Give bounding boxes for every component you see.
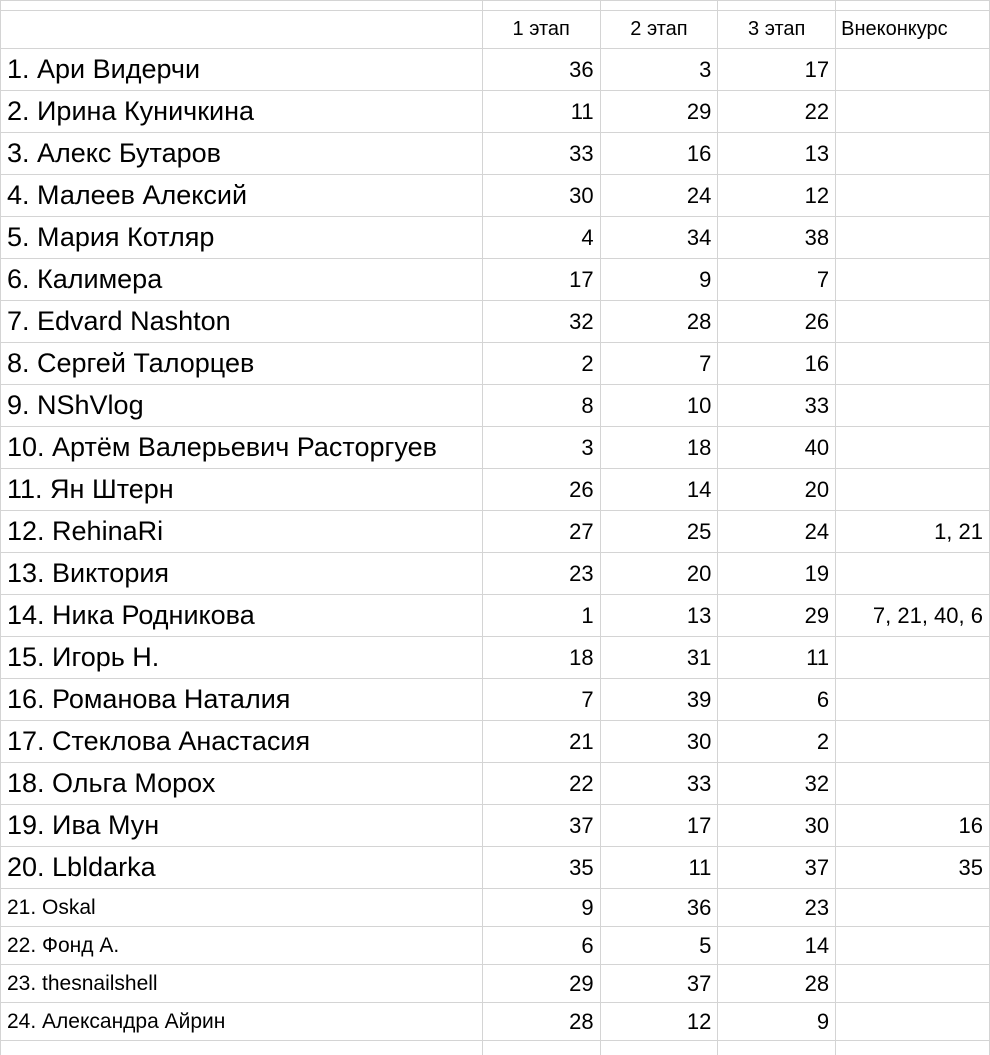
cell[interactable] bbox=[482, 1041, 600, 1055]
table-row bbox=[1, 763, 990, 805]
participant-name-cell[interactable]: 24. Александра Айрин bbox=[1, 1003, 483, 1041]
extra-cell[interactable]: 1, 21 bbox=[836, 511, 990, 553]
participant-name-cell[interactable]: 1. Ари Видерчи bbox=[1, 49, 483, 91]
extra-cell[interactable]: 16 bbox=[836, 805, 990, 847]
table-row bbox=[1, 91, 990, 133]
stage-3-score-cell[interactable]: 17 bbox=[718, 49, 836, 91]
stage-2-score-cell[interactable]: 18 bbox=[600, 427, 718, 469]
table-row bbox=[1, 469, 990, 511]
stage-1-score-cell[interactable]: 33 bbox=[482, 133, 600, 175]
participant-name-cell[interactable]: 5. Мария Котляр bbox=[1, 217, 483, 259]
stage-1-score-cell[interactable]: 8 bbox=[482, 385, 600, 427]
participant-name-cell[interactable]: 17. Стеклова Анастасия bbox=[1, 721, 483, 763]
table-row bbox=[1, 217, 990, 259]
stage-2-score-cell[interactable]: 20 bbox=[600, 553, 718, 595]
stage-3-score-cell[interactable]: 22 bbox=[718, 91, 836, 133]
stage-3-score-cell[interactable]: 32 bbox=[718, 763, 836, 805]
stage-2-score-cell[interactable]: 37 bbox=[600, 965, 718, 1003]
stage-1-score-cell[interactable]: 30 bbox=[482, 175, 600, 217]
participant-name-cell[interactable]: 3. Алекс Бутаров bbox=[1, 133, 483, 175]
participant-name-cell[interactable]: 2. Ирина Куничкина bbox=[1, 91, 483, 133]
stage-2-score-cell[interactable]: 30 bbox=[600, 721, 718, 763]
cell[interactable] bbox=[1, 1041, 483, 1055]
table-row bbox=[1, 889, 990, 927]
cell[interactable] bbox=[600, 1, 718, 11]
extra-cell[interactable] bbox=[836, 553, 990, 595]
participant-name-cell[interactable]: 21. Oskal bbox=[1, 889, 483, 927]
extra-cell[interactable] bbox=[836, 427, 990, 469]
stage-2-score-cell[interactable]: 34 bbox=[600, 217, 718, 259]
stage-3-score-cell[interactable]: 6 bbox=[718, 679, 836, 721]
table-row bbox=[1, 343, 990, 385]
stage-1-score-cell[interactable]: 6 bbox=[482, 927, 600, 965]
stage-1-score-cell[interactable]: 35 bbox=[482, 847, 600, 889]
stage-2-score-cell[interactable]: 9 bbox=[600, 259, 718, 301]
header-cell-blank[interactable] bbox=[1, 11, 483, 49]
table-row bbox=[1, 847, 990, 889]
extra-cell[interactable] bbox=[836, 175, 990, 217]
stage-2-score-cell[interactable]: 29 bbox=[600, 91, 718, 133]
stage-1-score-cell[interactable]: 37 bbox=[482, 805, 600, 847]
extra-cell[interactable] bbox=[836, 679, 990, 721]
participant-name-cell[interactable]: 23. thesnailshell bbox=[1, 965, 483, 1003]
table-row bbox=[1, 965, 990, 1003]
stage-1-score-cell[interactable]: 32 bbox=[482, 301, 600, 343]
stage-1-score-cell[interactable]: 4 bbox=[482, 217, 600, 259]
stage-2-score-cell[interactable]: 3 bbox=[600, 49, 718, 91]
table-row bbox=[1, 553, 990, 595]
table-row bbox=[1, 133, 990, 175]
participant-name-cell[interactable]: 4. Малеев Алексий bbox=[1, 175, 483, 217]
extra-cell[interactable] bbox=[836, 469, 990, 511]
participant-name-cell[interactable]: 9. NShVlog bbox=[1, 385, 483, 427]
cell[interactable] bbox=[1, 1, 483, 11]
participant-name-cell[interactable]: 11. Ян Штерн bbox=[1, 469, 483, 511]
stage-2-score-cell[interactable]: 5 bbox=[600, 927, 718, 965]
participant-name-cell[interactable]: 16. Романова Наталия bbox=[1, 679, 483, 721]
cell[interactable] bbox=[600, 1041, 718, 1055]
stage-3-score-cell[interactable]: 19 bbox=[718, 553, 836, 595]
table-row bbox=[1, 49, 990, 91]
participant-name-cell[interactable]: 20. Lbldarka bbox=[1, 847, 483, 889]
cell[interactable] bbox=[836, 1, 990, 11]
cell[interactable] bbox=[718, 1, 836, 11]
extra-cell[interactable] bbox=[836, 343, 990, 385]
table-row bbox=[1, 595, 990, 637]
participant-name-cell[interactable]: 13. Виктория bbox=[1, 553, 483, 595]
stage-1-score-cell[interactable]: 2 bbox=[482, 343, 600, 385]
extra-cell[interactable] bbox=[836, 91, 990, 133]
partial-row-bottom bbox=[1, 1041, 990, 1055]
stage-1-score-cell[interactable]: 23 bbox=[482, 553, 600, 595]
extra-cell[interactable] bbox=[836, 301, 990, 343]
table-row bbox=[1, 175, 990, 217]
stage-3-score-cell[interactable]: 2 bbox=[718, 721, 836, 763]
extra-cell[interactable] bbox=[836, 965, 990, 1003]
stage-3-score-cell[interactable]: 29 bbox=[718, 595, 836, 637]
stage-1-score-cell[interactable]: 17 bbox=[482, 259, 600, 301]
stage-1-score-cell[interactable]: 29 bbox=[482, 965, 600, 1003]
participant-name-cell[interactable]: 15. Игорь Н. bbox=[1, 637, 483, 679]
stage-1-score-cell[interactable]: 1 bbox=[482, 595, 600, 637]
participant-name-cell[interactable]: 14. Ника Родникова bbox=[1, 595, 483, 637]
participant-name-cell[interactable]: 18. Ольга Морох bbox=[1, 763, 483, 805]
header-cell-stage-2[interactable]: 2 этап bbox=[600, 11, 718, 49]
stage-3-score-cell[interactable]: 11 bbox=[718, 637, 836, 679]
stage-3-score-cell[interactable]: 33 bbox=[718, 385, 836, 427]
extra-cell[interactable] bbox=[836, 259, 990, 301]
stage-3-score-cell[interactable]: 12 bbox=[718, 175, 836, 217]
stage-1-score-cell[interactable]: 7 bbox=[482, 679, 600, 721]
stage-3-score-cell[interactable]: 13 bbox=[718, 133, 836, 175]
participant-name-cell[interactable]: 7. Edvard Nashton bbox=[1, 301, 483, 343]
stage-3-score-cell[interactable]: 28 bbox=[718, 965, 836, 1003]
table-row bbox=[1, 679, 990, 721]
extra-cell[interactable] bbox=[836, 637, 990, 679]
stage-3-score-cell[interactable]: 40 bbox=[718, 427, 836, 469]
stage-1-score-cell[interactable]: 26 bbox=[482, 469, 600, 511]
cell[interactable] bbox=[836, 1041, 990, 1055]
stage-1-score-cell[interactable]: 11 bbox=[482, 91, 600, 133]
stage-3-score-cell[interactable]: 24 bbox=[718, 511, 836, 553]
table-row bbox=[1, 385, 990, 427]
stage-3-score-cell[interactable]: 26 bbox=[718, 301, 836, 343]
stage-1-score-cell[interactable]: 21 bbox=[482, 721, 600, 763]
partial-row-top bbox=[1, 1, 990, 11]
stage-2-score-cell[interactable]: 13 bbox=[600, 595, 718, 637]
extra-cell[interactable]: 7, 21, 40, 6 bbox=[836, 595, 990, 637]
table-row bbox=[1, 427, 990, 469]
stage-2-score-cell[interactable]: 16 bbox=[600, 133, 718, 175]
participant-name-cell[interactable]: 22. Фонд А. bbox=[1, 927, 483, 965]
extra-cell[interactable]: 35 bbox=[836, 847, 990, 889]
extra-cell[interactable] bbox=[836, 133, 990, 175]
extra-cell[interactable] bbox=[836, 763, 990, 805]
participant-name-cell[interactable]: 19. Ива Мун bbox=[1, 805, 483, 847]
header-cell-stage-1[interactable]: 1 этап bbox=[482, 11, 600, 49]
participant-name-cell[interactable]: 6. Калимера bbox=[1, 259, 483, 301]
stage-2-score-cell[interactable]: 10 bbox=[600, 385, 718, 427]
stage-2-score-cell[interactable]: 25 bbox=[600, 511, 718, 553]
extra-cell[interactable] bbox=[836, 889, 990, 927]
stage-2-score-cell[interactable]: 31 bbox=[600, 637, 718, 679]
stage-2-score-cell[interactable]: 39 bbox=[600, 679, 718, 721]
table-row bbox=[1, 259, 990, 301]
stage-3-score-cell[interactable]: 16 bbox=[718, 343, 836, 385]
stage-3-score-cell[interactable]: 14 bbox=[718, 927, 836, 965]
stage-3-score-cell[interactable]: 7 bbox=[718, 259, 836, 301]
table-row bbox=[1, 1003, 990, 1041]
table-row bbox=[1, 301, 990, 343]
stage-2-score-cell[interactable]: 11 bbox=[600, 847, 718, 889]
header-cell-stage-3[interactable]: 3 этап bbox=[718, 11, 836, 49]
stage-1-score-cell[interactable]: 27 bbox=[482, 511, 600, 553]
stage-2-score-cell[interactable]: 28 bbox=[600, 301, 718, 343]
stage-3-score-cell[interactable]: 9 bbox=[718, 1003, 836, 1041]
stage-2-score-cell[interactable]: 12 bbox=[600, 1003, 718, 1041]
table-row bbox=[1, 511, 990, 553]
table-row bbox=[1, 721, 990, 763]
table-row bbox=[1, 927, 990, 965]
stage-2-score-cell[interactable]: 14 bbox=[600, 469, 718, 511]
extra-cell[interactable] bbox=[836, 385, 990, 427]
stage-2-score-cell[interactable]: 17 bbox=[600, 805, 718, 847]
stage-1-score-cell[interactable]: 28 bbox=[482, 1003, 600, 1041]
header-cell-extra[interactable]: Внеконкурс bbox=[836, 11, 990, 49]
participant-name-cell[interactable]: 10. Артём Валерьевич Расторгуев bbox=[1, 427, 483, 469]
stage-1-score-cell[interactable]: 22 bbox=[482, 763, 600, 805]
stage-3-score-cell[interactable]: 37 bbox=[718, 847, 836, 889]
stage-2-score-cell[interactable]: 7 bbox=[600, 343, 718, 385]
extra-cell[interactable] bbox=[836, 927, 990, 965]
stage-1-score-cell[interactable]: 36 bbox=[482, 49, 600, 91]
extra-cell[interactable] bbox=[836, 1003, 990, 1041]
stage-1-score-cell[interactable]: 18 bbox=[482, 637, 600, 679]
cell[interactable] bbox=[482, 1, 600, 11]
extra-cell[interactable] bbox=[836, 721, 990, 763]
stage-3-score-cell[interactable]: 20 bbox=[718, 469, 836, 511]
stage-2-score-cell[interactable]: 36 bbox=[600, 889, 718, 927]
stage-3-score-cell[interactable]: 38 bbox=[718, 217, 836, 259]
table-row bbox=[1, 637, 990, 679]
stage-1-score-cell[interactable]: 3 bbox=[482, 427, 600, 469]
stage-3-score-cell[interactable]: 23 bbox=[718, 889, 836, 927]
participant-name-cell[interactable]: 12. RehinaRi bbox=[1, 511, 483, 553]
extra-cell[interactable] bbox=[836, 49, 990, 91]
stage-3-score-cell[interactable]: 30 bbox=[718, 805, 836, 847]
participant-name-cell[interactable]: 8. Сергей Талорцев bbox=[1, 343, 483, 385]
header-row bbox=[1, 11, 990, 49]
stage-2-score-cell[interactable]: 24 bbox=[600, 175, 718, 217]
stage-1-score-cell[interactable]: 9 bbox=[482, 889, 600, 927]
extra-cell[interactable] bbox=[836, 217, 990, 259]
cell[interactable] bbox=[718, 1041, 836, 1055]
table-row bbox=[1, 805, 990, 847]
stage-2-score-cell[interactable]: 33 bbox=[600, 763, 718, 805]
